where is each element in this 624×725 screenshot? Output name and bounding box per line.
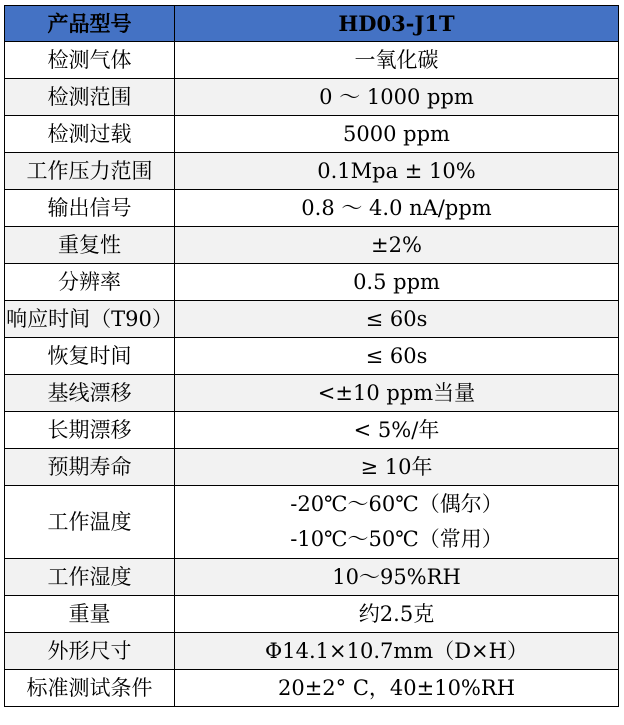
- row-value: ≤ 60s: [175, 301, 619, 338]
- row-label: 恢复时间: [5, 338, 175, 375]
- row-label: 外形尺寸: [5, 633, 175, 670]
- row-label: 检测气体: [5, 42, 175, 79]
- row-label: 检测过载: [5, 116, 175, 153]
- row-label: 分辨率: [5, 264, 175, 301]
- table-row: [5, 412, 619, 449]
- row-value: 20±2° C，40±10%RH: [175, 670, 619, 707]
- table-row: [5, 486, 619, 559]
- table-row: [5, 449, 619, 486]
- row-value-line: -10℃～50℃（常用）: [290, 527, 503, 551]
- row-label: 预期寿命: [5, 449, 175, 486]
- table-row: [5, 227, 619, 264]
- table-row: [5, 264, 619, 301]
- row-label: 工作压力范围: [5, 153, 175, 190]
- row-value: ≤ 60s: [175, 338, 619, 375]
- header-label: 产品型号: [5, 6, 175, 42]
- row-value: 0.8 ～ 4.0 nA/ppm: [175, 190, 619, 227]
- row-label: 标准测试条件: [5, 670, 175, 707]
- table-row: [5, 116, 619, 153]
- table-row: [5, 559, 619, 596]
- row-label: 输出信号: [5, 190, 175, 227]
- table-row: [5, 633, 619, 670]
- row-label: 响应时间（T90）: [5, 301, 175, 338]
- row-label: 工作温度: [5, 486, 175, 559]
- table-row: [5, 190, 619, 227]
- table-row: [5, 596, 619, 633]
- row-value: 0 ～ 1000 ppm: [175, 79, 619, 116]
- header-value: HD03-J1T: [175, 6, 619, 42]
- row-value-multiline: [175, 486, 619, 559]
- row-value: ±2%: [175, 227, 619, 264]
- row-value: 10～95%RH: [175, 559, 619, 596]
- row-value: 5000 ppm: [175, 116, 619, 153]
- table-row: [5, 338, 619, 375]
- row-value: 约2.5克: [175, 596, 619, 633]
- row-label: 重量: [5, 596, 175, 633]
- table-row: [5, 79, 619, 116]
- table-row: [5, 153, 619, 190]
- row-value: 0.5 ppm: [175, 264, 619, 301]
- table-row: [5, 301, 619, 338]
- row-label: 检测范围: [5, 79, 175, 116]
- row-label: 工作湿度: [5, 559, 175, 596]
- row-value-line: -20℃～60℃（偶尔）: [290, 492, 503, 516]
- spec-table: [4, 5, 619, 707]
- row-value: Φ14.1×10.7mm（D×H）: [175, 633, 619, 670]
- table-row: [5, 670, 619, 707]
- row-value: < 5%/年: [175, 412, 619, 449]
- row-value: 一氧化碳: [175, 42, 619, 79]
- row-value: <±10 ppm当量: [175, 375, 619, 412]
- table-row: [5, 375, 619, 412]
- row-label: 基线漂移: [5, 375, 175, 412]
- row-label: 长期漂移: [5, 412, 175, 449]
- row-label: 重复性: [5, 227, 175, 264]
- table-row: [5, 42, 619, 79]
- row-value: ≥ 10年: [175, 449, 619, 486]
- row-value: 0.1Mpa ± 10%: [175, 153, 619, 190]
- table-header-row: [5, 6, 619, 42]
